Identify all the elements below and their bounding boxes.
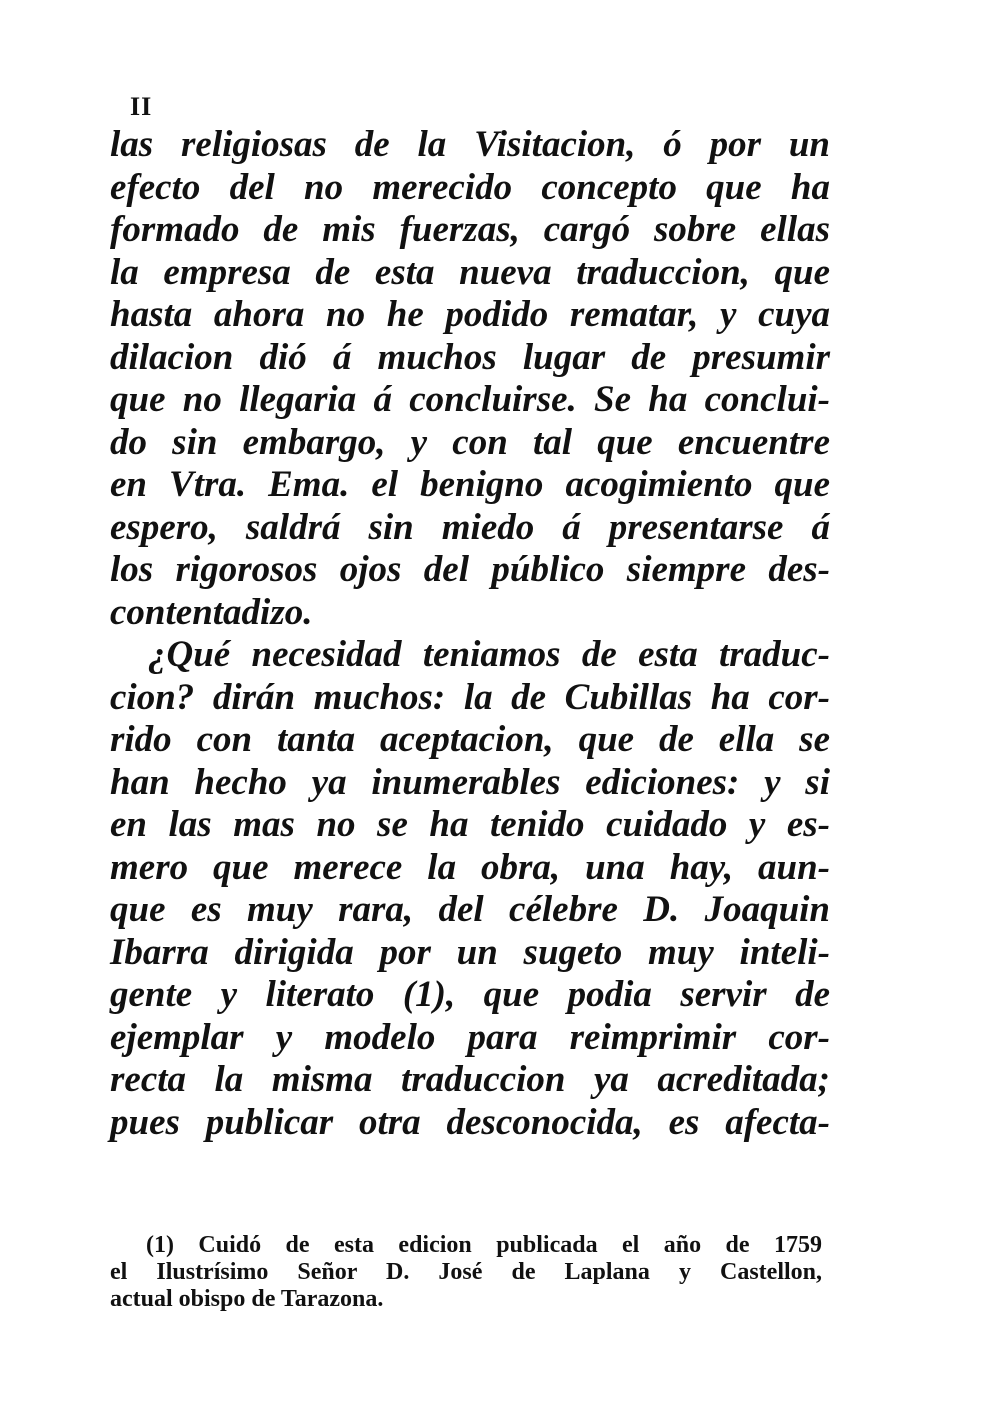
body-line: mero que merece la obra, una hay, aun- [110, 846, 830, 888]
body-line: que es muy rara, del célebre D. Joaquin [110, 889, 830, 930]
body-line: la empresa de esta nueva traduccion, que [110, 251, 830, 293]
body-line: gente y literato (1), que podia servir de [110, 974, 830, 1015]
body-line: dilacion dió á muchos lugar de presumir [110, 336, 830, 378]
body-line: las religiosas de la Visitacion, ó por un [110, 124, 830, 165]
body-line: en Vtra. Ema. el benigno acogimiento que [110, 464, 830, 505]
body-line: ejemplar y modelo para reimprimir cor- [110, 1016, 830, 1058]
body-line: recta la misma traduccion ya acreditada; [110, 1059, 830, 1100]
footnote-line: actual obispo de Tarazona. [110, 1286, 384, 1312]
body-line: rido con tanta aceptacion, que de ella se [110, 719, 830, 760]
body-line: han hecho ya inumerables ediciones: y si [110, 761, 830, 803]
body-line: los rigorosos ojos del público siempre des- [110, 549, 830, 590]
footnote-line: el Ilustrísimo Señor D. José de Laplana y Castellon, [110, 1259, 822, 1285]
body-line: hasta ahora no he podido rematar, y cuya [110, 294, 830, 335]
body-text [110, 124, 830, 1144]
body-line: contentadizo. [110, 591, 313, 633]
body-line: que no llegaria á concluirse. Se ha conclui- [110, 379, 830, 420]
footnote-line: (1) Cuidó de esta edicion publicada el año de 1759 [146, 1232, 822, 1258]
body-line: Ibarra dirigida por un sugeto muy inteli- [110, 931, 830, 973]
body-line: espero, saldrá sin miedo á presentarse á [110, 506, 830, 548]
body-line: efecto del no merecido concepto que ha [110, 166, 830, 208]
body-line: do sin embargo, y con tal que encuentre [110, 421, 830, 463]
footnote [110, 1232, 822, 1313]
body-line: cion? dirán muchos: la de Cubillas ha cor- [110, 676, 830, 718]
body-line: formado de mis fuerzas, cargó sobre ellas [110, 209, 830, 250]
body-line: ¿Qué necesidad teniamos de esta traduc- [148, 634, 830, 675]
body-line: en las mas no se ha tenido cuidado y es- [110, 804, 830, 845]
page-number: II [130, 92, 153, 121]
body-line: pues publicar otra desconocida, es afecta- [110, 1101, 830, 1143]
